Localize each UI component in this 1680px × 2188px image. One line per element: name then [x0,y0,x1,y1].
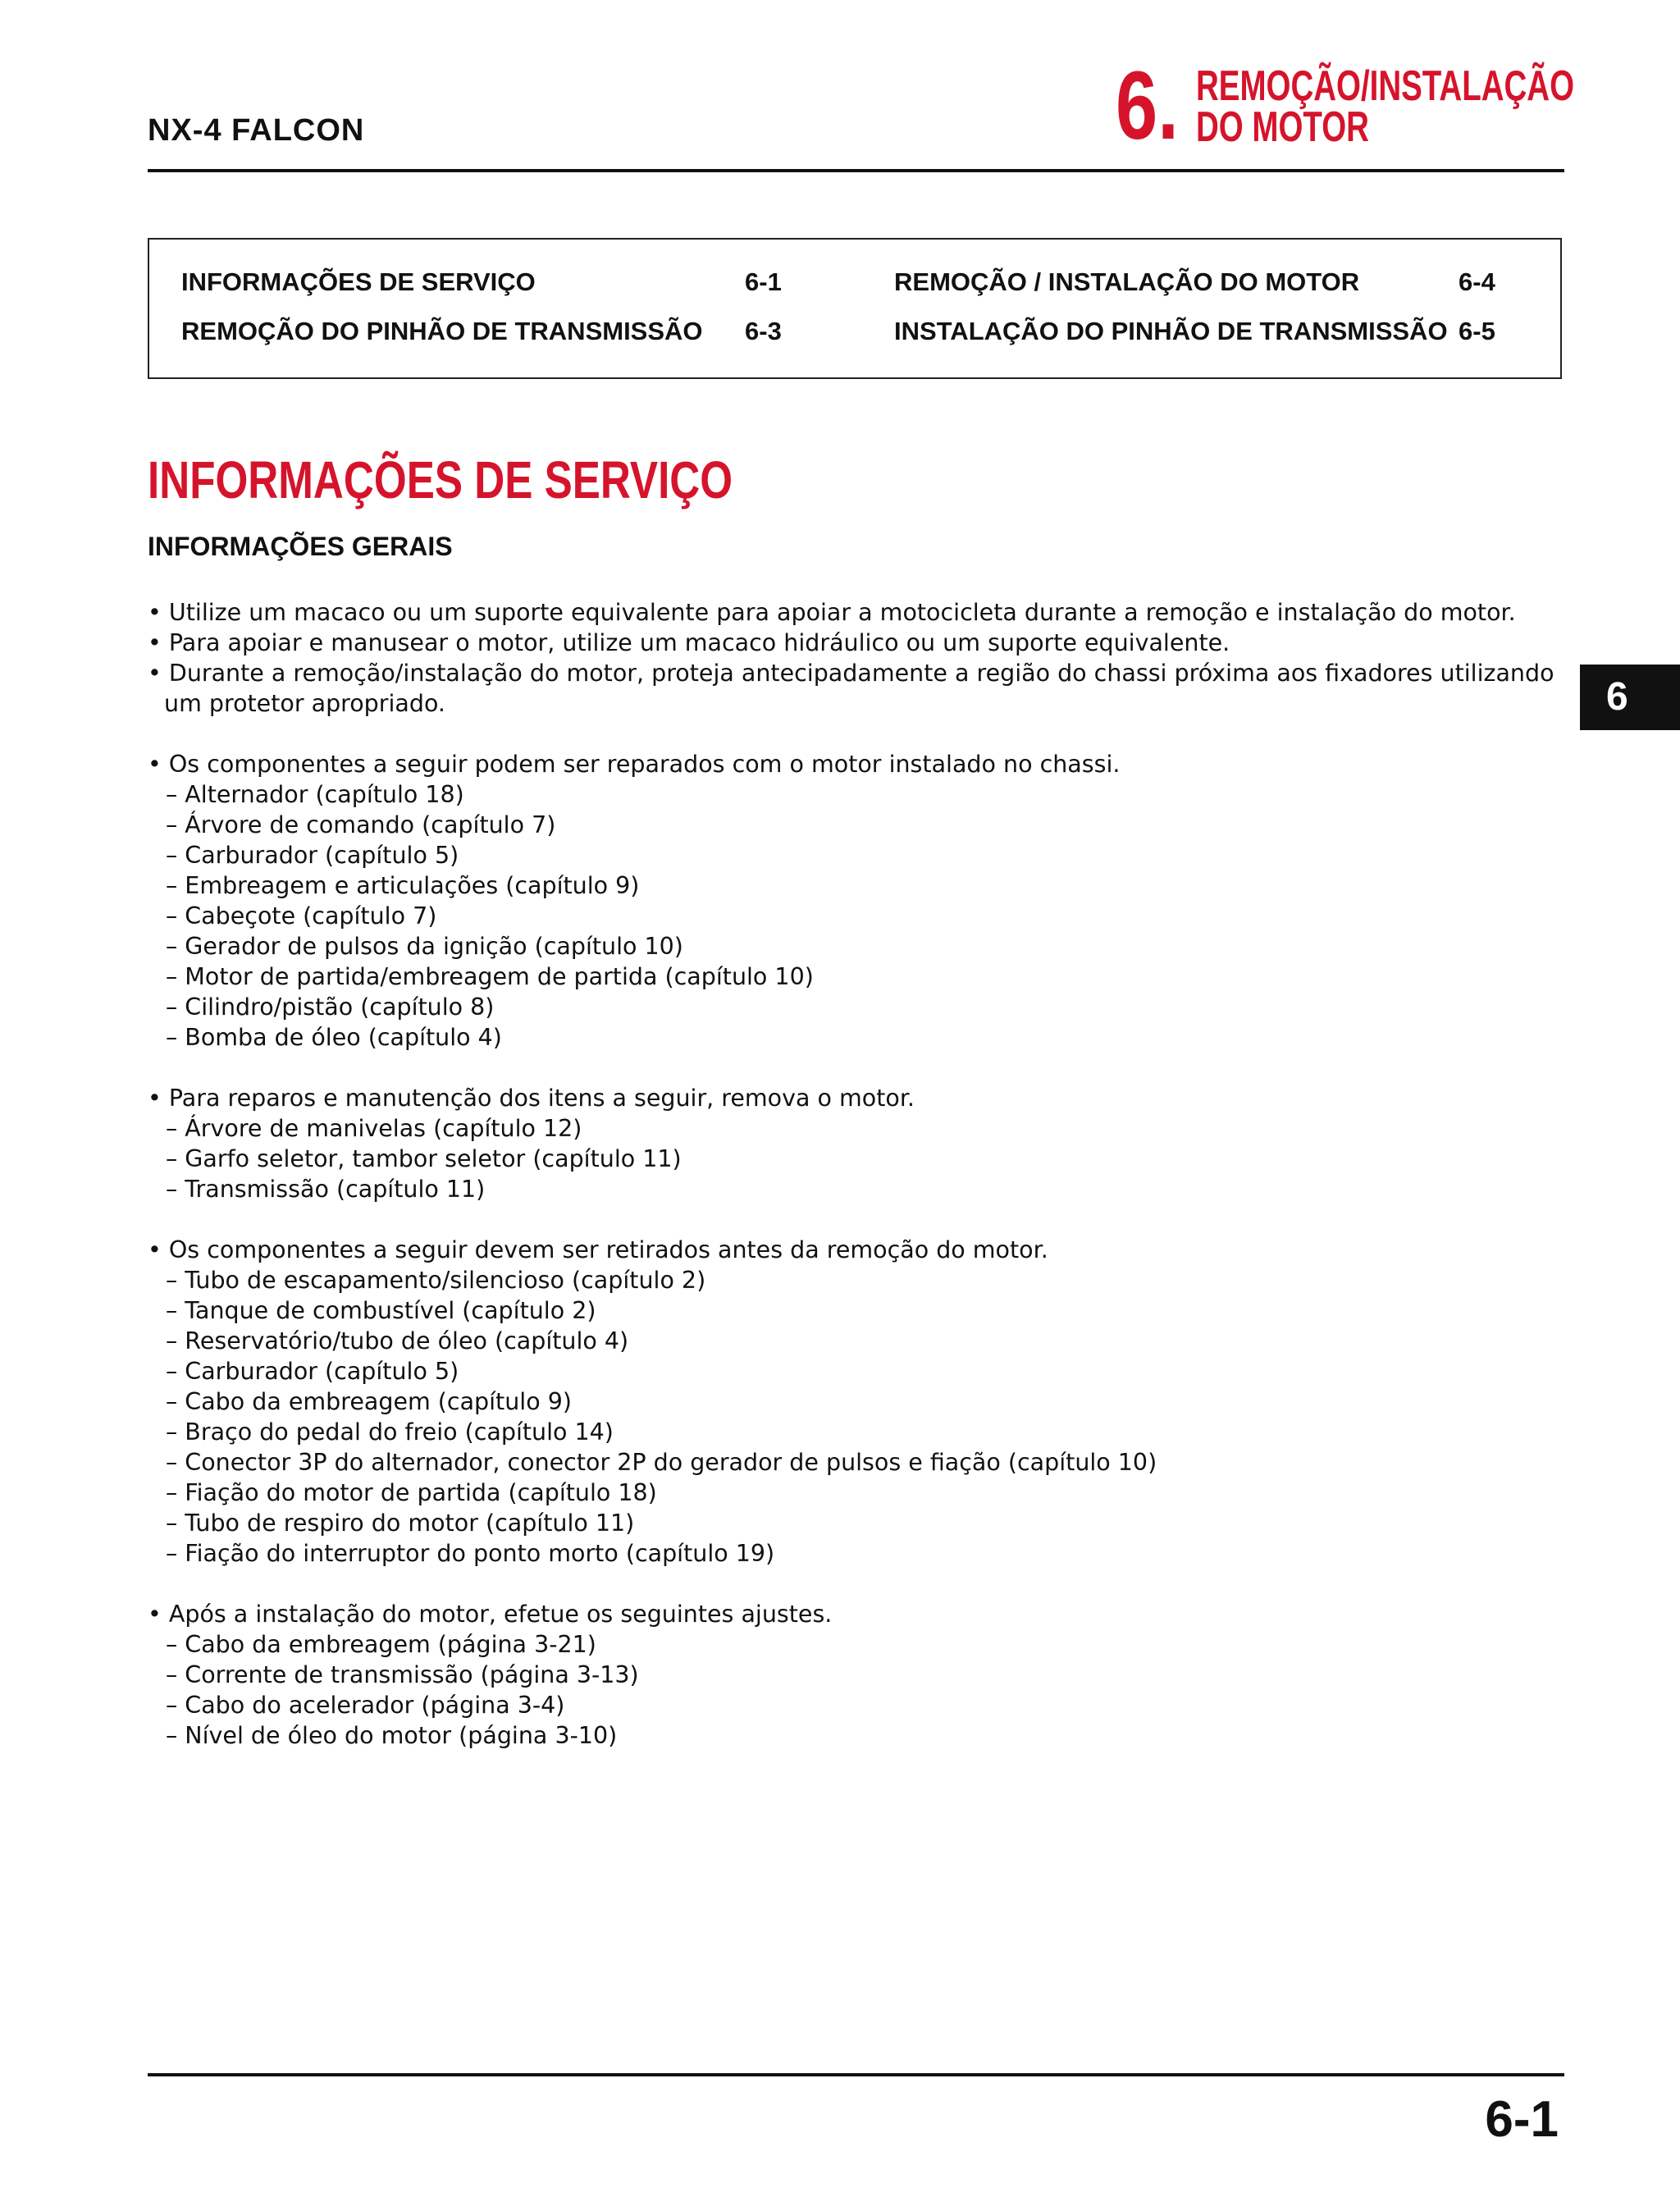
bullet-item: • Para reparos e manutenção dos itens a seguir, remova o motor. [148,1085,915,1112]
paragraph-gap [148,719,1559,749]
sub-item: – Tubo de respiro do motor (capítulo 11) [166,1510,635,1537]
toc-item-page: 6-3 [745,317,782,345]
footer-divider [148,2073,1564,2076]
chapter-title [1196,62,1575,151]
sub-item: – Conector 3P do alternador, conector 2P do gerador de pulsos e fiação (capítulo 10) [166,1449,1157,1476]
section-title: INFORMAÇÕES DE SERVIÇO [148,450,733,509]
paragraph-gap [148,1569,1559,1599]
toc-item-page: 6-1 [745,267,782,296]
chapter-title-line2: DO MOTOR [1196,103,1369,151]
toc-item-label[interactable]: INSTALAÇÃO DO PINHÃO DE TRANSMISSÃO [894,317,1448,345]
sub-item: – Carburador (capítulo 5) [166,842,459,869]
sub-item: – Garfo seletor, tambor seletor (capítulo 11) [166,1145,682,1172]
sub-item: – Corrente de transmissão (página 3-13) [166,1661,639,1688]
sub-item: – Tubo de escapamento/silencioso (capítulo 2) [166,1267,706,1294]
sub-item: – Bomba de óleo (capítulo 4) [166,1024,502,1051]
sub-item: – Transmissão (capítulo 11) [166,1176,486,1203]
sub-item: – Tanque de combustível (capítulo 2) [166,1297,596,1324]
chapter-number: 6. [1116,52,1179,160]
toc-item-label[interactable]: REMOÇÃO / INSTALAÇÃO DO MOTOR [894,267,1360,296]
sub-item: – Cabo da embreagem (capítulo 9) [166,1388,572,1415]
bullet-continuation: um protetor apropriado. [164,690,445,717]
bullet-item: • Durante a remoção/instalação do motor, proteja antecipadamente a região do chassi próxima aos fixadores utilizando [148,660,1554,687]
bullet-item: • Os componentes a seguir devem ser retirados antes da remoção do motor. [148,1236,1048,1263]
page-number: 6-1 [1485,2091,1559,2148]
paragraph-gap [148,1053,1559,1083]
toc-item-label[interactable]: INFORMAÇÕES DE SERVIÇO [181,267,536,296]
header-divider [148,169,1564,172]
bullet-item: • Utilize um macaco ou um suporte equivalente para apoiar a motocicleta durante a remoção e instalação do motor. [148,599,1516,626]
toc-item-page: 6-4 [1459,267,1495,296]
sub-item: – Árvore de manivelas (capítulo 12) [166,1115,582,1142]
bullet-item: • Para apoiar e manusear o motor, utilize um macaco hidráulico ou um suporte equivalente. [148,629,1230,656]
model-name: NX-4 FALCON [148,113,365,148]
sub-item: – Nível de óleo do motor (página 3-10) [166,1722,618,1749]
sub-item: – Árvore de comando (capítulo 7) [166,811,556,838]
sub-item: – Embreagem e articulações (capítulo 9) [166,872,640,899]
bullet-item: • Os componentes a seguir podem ser reparados com o motor instalado no chassi. [148,751,1121,778]
sub-item: – Cabo do acelerador (página 3-4) [166,1692,565,1719]
sub-item: – Motor de partida/embreagem de partida (capítulo 10) [166,963,814,990]
sub-item: – Carburador (capítulo 5) [166,1358,459,1385]
section-subtitle: INFORMAÇÕES GERAIS [148,532,453,561]
sub-item: – Fiação do interruptor do ponto morto (capítulo 19) [166,1540,775,1567]
toc-item-label[interactable]: REMOÇÃO DO PINHÃO DE TRANSMISSÃO [181,317,703,345]
sub-item: – Cilindro/pistão (capítulo 8) [166,994,495,1021]
sub-item: – Cabeçote (capítulo 7) [166,902,437,930]
chapter-side-tab[interactable]: 6 [1580,665,1680,730]
toc-item-page: 6-5 [1459,317,1495,345]
chapter-title-line1: REMOÇÃO/INSTALAÇÃO [1196,62,1575,110]
sub-item: – Alternador (capítulo 18) [166,781,464,808]
sub-item: – Cabo da embreagem (página 3-21) [166,1631,596,1658]
sub-item: – Gerador de pulsos da ignição (capítulo 10) [166,933,683,960]
table-of-contents [148,238,1562,379]
paragraph-gap [148,1204,1559,1235]
bullet-item: • Após a instalação do motor, efetue os seguintes ajustes. [148,1601,833,1628]
sub-item: – Fiação do motor de partida (capítulo 18) [166,1479,657,1506]
sub-item: – Braço do pedal do freio (capítulo 14) [166,1418,614,1446]
body-text [148,597,1559,1751]
sub-item: – Reservatório/tubo de óleo (capítulo 4) [166,1327,629,1354]
